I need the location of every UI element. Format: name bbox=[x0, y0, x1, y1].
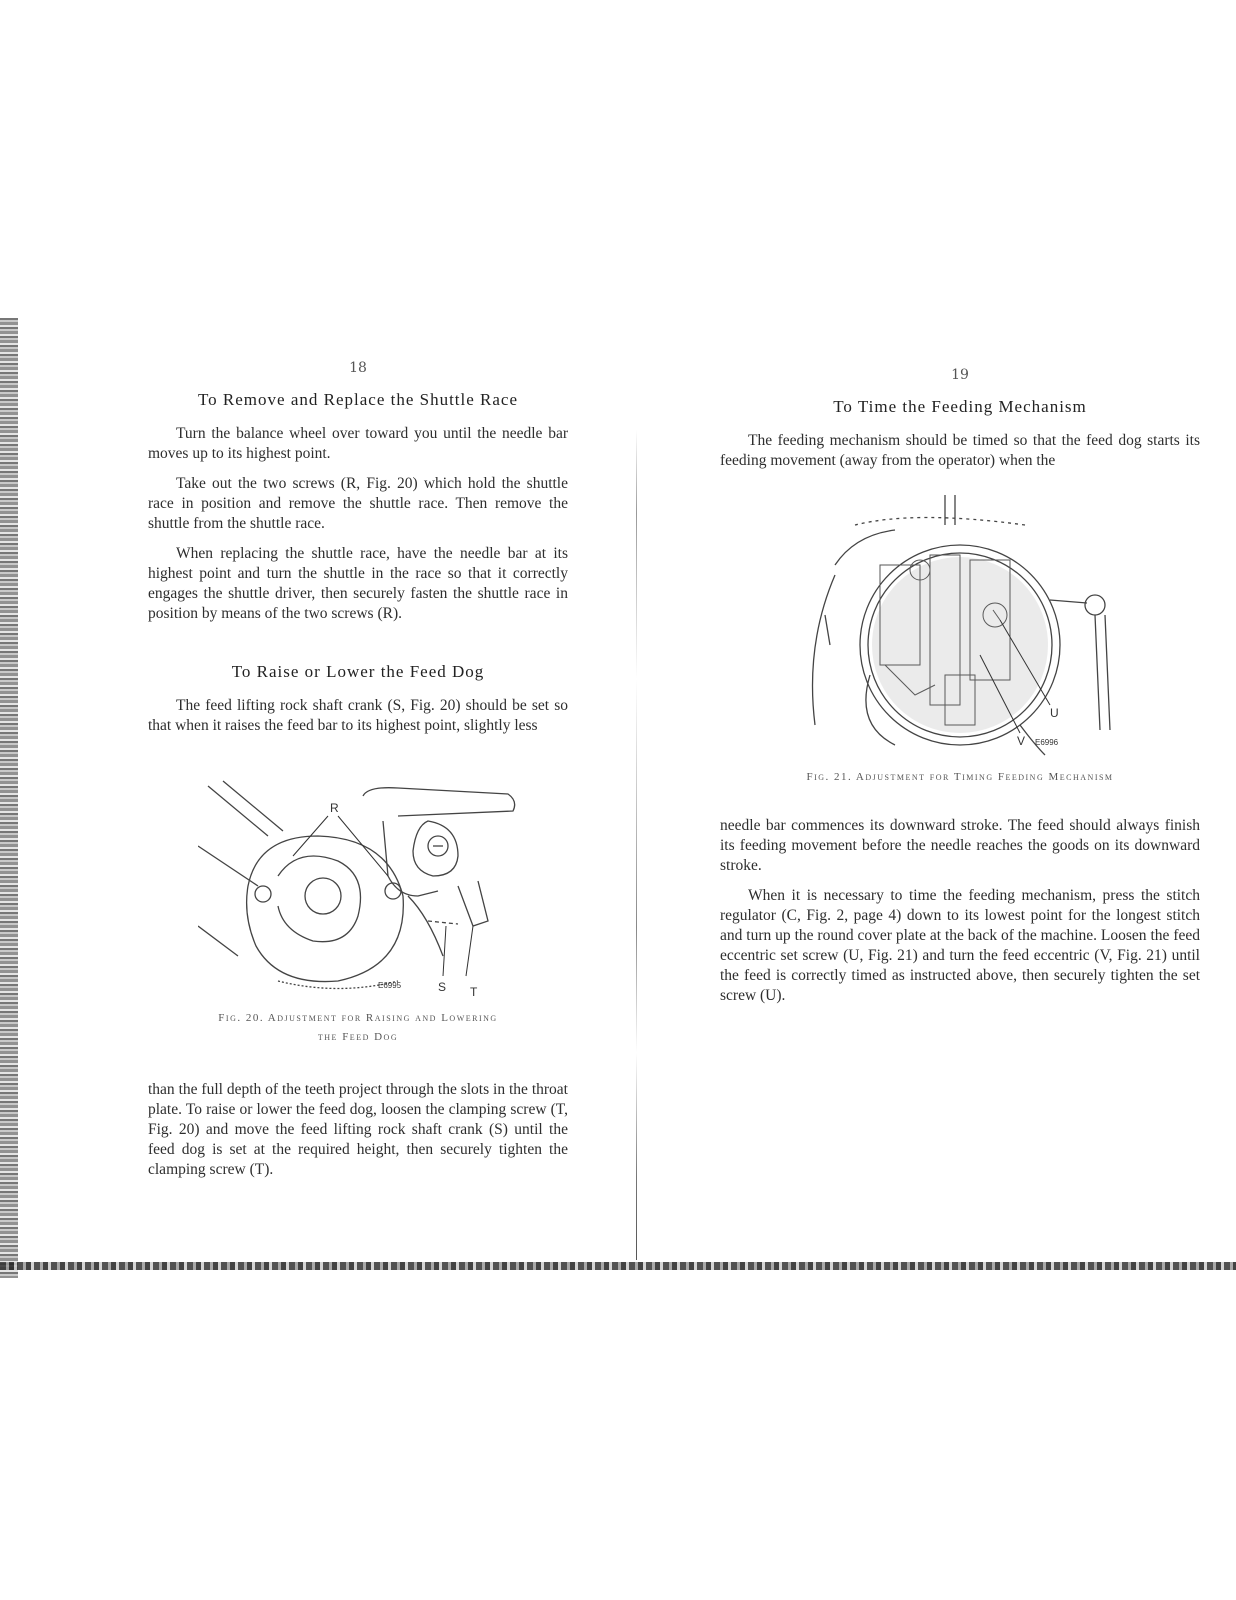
paragraph: When replacing the shuttle race, have the needle bar at its highest point and turn the shuttle in the race so that it correctly engages the shuttle driver, then securely fasten the shuttle race in position by means of the two screws (R). bbox=[148, 545, 568, 622]
figure-21 bbox=[720, 495, 1200, 784]
label-s: S bbox=[438, 980, 447, 994]
paragraph: The feed lifting rock shaft crank (S, Fig. 20) should be set so that when it raises the feed bar to its highest point, slightly less bbox=[148, 697, 568, 734]
left-page bbox=[148, 360, 568, 1190]
shuttle-race-diagram bbox=[198, 776, 518, 1006]
paragraph: Turn the balance wheel over toward you until the needle bar moves up to its highest point. bbox=[148, 425, 568, 462]
figure-code: E6995 bbox=[378, 981, 402, 990]
scanned-left-edge bbox=[0, 318, 18, 1278]
figure-20 bbox=[148, 776, 568, 1044]
figure-caption-line2: the Feed Dog bbox=[317, 1031, 399, 1043]
right-page bbox=[720, 367, 1200, 1016]
figure-caption: Fig. 20. Adjustment for Raising and Lowering bbox=[218, 1012, 498, 1024]
page-number-left: 18 bbox=[349, 360, 367, 376]
scanned-bottom-edge bbox=[0, 1262, 1236, 1270]
label-r: R bbox=[330, 801, 339, 815]
page-number-right: 19 bbox=[951, 367, 969, 383]
paragraph: than the full depth of the teeth project through the slots in the throat plate. To raise or lower the feed dog, loosen the clamping screw (T, Fig. 20) and move the feed lifting rock shaft crank (S) until the feed dog is set at the required height, then securely tighten the clamping screw (T). bbox=[148, 1081, 568, 1178]
feeding-mechanism-diagram bbox=[795, 495, 1125, 765]
section-title-feed-dog: To Raise or Lower the Feed Dog bbox=[231, 662, 485, 681]
page-gutter bbox=[636, 430, 637, 1260]
label-u: U bbox=[1050, 706, 1059, 720]
figure-caption: Fig. 21. Adjustment for Timing Feeding Mechanism bbox=[806, 771, 1114, 783]
figure-code: E6996 bbox=[1035, 738, 1059, 747]
paragraph: needle bar commences its downward stroke. The feed should always finish its feeding movement before the needle reaches the goods on its downward stroke. bbox=[720, 817, 1200, 874]
label-v: V bbox=[1017, 734, 1026, 748]
paragraph: The feeding mechanism should be timed so that the feed dog starts its feeding movement (away from the operator) when the bbox=[720, 432, 1200, 469]
paragraph: Take out the two screws (R, Fig. 20) which hold the shuttle race in position and remove the shuttle race. Then remove the shuttle from the shuttle race. bbox=[148, 475, 568, 532]
section-title-feeding-mechanism: To Time the Feeding Mechanism bbox=[833, 397, 1087, 416]
section-title-shuttle-race: To Remove and Replace the Shuttle Race bbox=[197, 390, 519, 409]
paragraph: When it is necessary to time the feeding mechanism, press the stitch regulator (C, Fig. 2, page 4) down to its lowest point for the longest stitch and turn up the round cover plate at the back of the machine. Loosen the feed eccentric set screw (U, Fig. 21) and turn the feed eccentric (V, Fig. 21) until the feed is correctly timed as instructed above, then securely tighten the set screw (U). bbox=[720, 887, 1200, 1004]
label-t: T bbox=[470, 985, 478, 999]
